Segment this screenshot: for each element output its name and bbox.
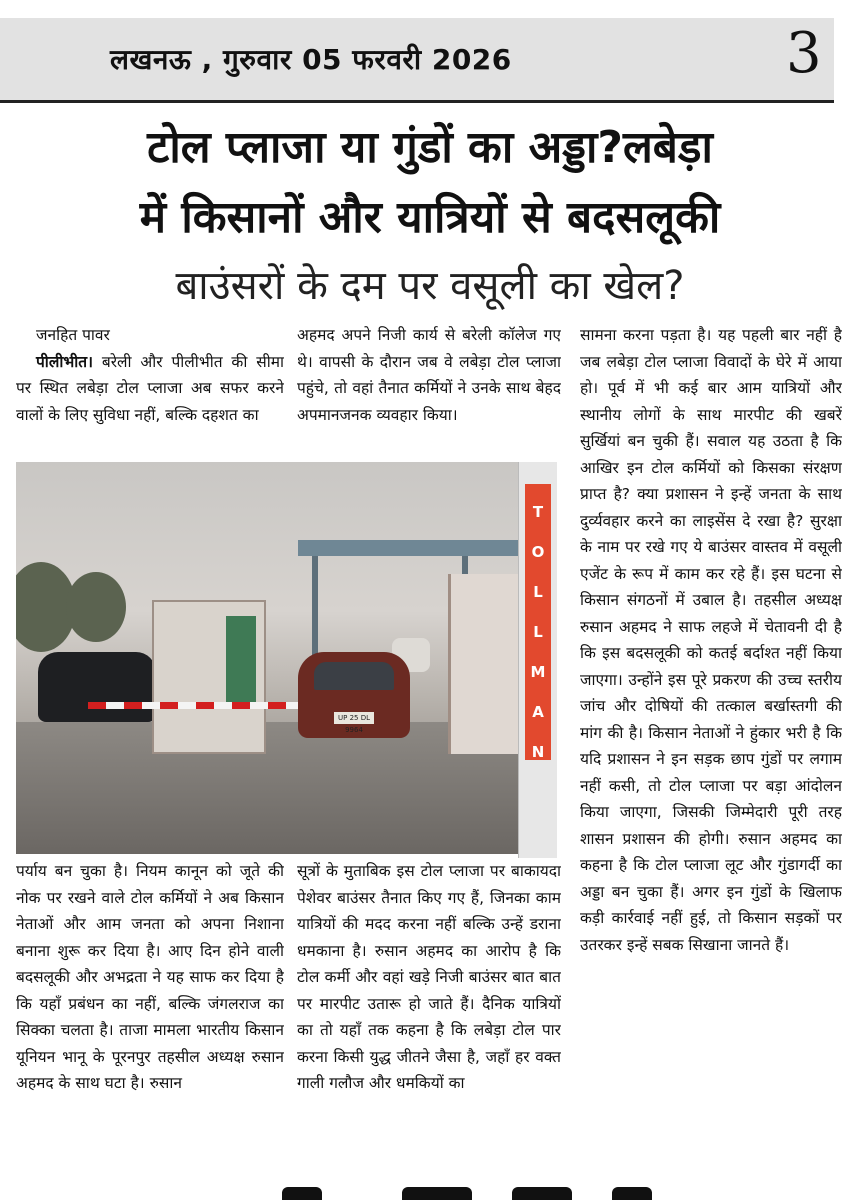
subheadline: बाउंसरों के दम पर वसूली का खेल? <box>175 263 685 309</box>
masthead-date: लखनऊ , गुरुवार 05 फरवरी 2026 <box>110 43 512 76</box>
sign-letter: M <box>530 663 546 681</box>
black-suv <box>38 652 156 722</box>
masthead <box>0 18 834 103</box>
car-windshield <box>314 662 394 690</box>
article-column-1-bottom <box>16 858 284 1188</box>
cutoff-glyph <box>512 1187 572 1200</box>
booth-green-panel <box>226 616 256 706</box>
article-text-col2-bottom: सूत्रों के मुताबिक इस टोल प्लाजा पर बाकायदा पेशेवर बाउंसर तैनात किए गए हैं, जिनका काम यात्रियों की मदद करना नहीं बल्कि उन्हें डराना धमकाना है। रुसान अहमद का आरोप है कि टोल कर्मी और वहां खड़े निजी बाउंसर बात बात पर मारपीट उतारू हो जाते हैं। दैनिक यात्रियों का तो यहाँ तक कहना है कि लबेड़ा टोल पार करना किसी युद्ध जीतने जैसा है, जहाँ हर वक्त गाली गलौज और धमकियों का <box>297 862 561 1092</box>
toll-booth-right <box>448 574 527 754</box>
toll-canopy <box>298 540 538 556</box>
toll-plaza-photo <box>16 462 556 854</box>
tollman-sign-band <box>525 484 551 760</box>
boom-barrier <box>88 702 304 709</box>
number-plate: UP 25 DL 9964 <box>334 712 374 724</box>
sign-letter: N <box>531 743 545 761</box>
article-text-col1-top: बरेली और पीलीभीत की सीमा पर स्थित लबेड़ा टोल प्लाजा अब सफर करने वालों के लिए सुविधा नहीं, बल्कि दहशत का <box>16 352 284 424</box>
red-car <box>298 652 410 738</box>
sign-letter: T <box>532 503 544 521</box>
article-column-3 <box>580 322 842 1188</box>
dateline: पीलीभीत। <box>36 352 93 371</box>
tollman-sign <box>518 462 557 858</box>
headline-line-2: में किसानों और यात्रियों से बदसलूकी <box>139 192 721 243</box>
article-column-2-bottom <box>297 858 561 1188</box>
sign-letter: L <box>533 623 543 641</box>
toll-booth <box>152 600 266 754</box>
page-number: 3 <box>786 21 822 86</box>
article-text-col3: सामना करना पड़ता है। यह पहली बार नहीं है जब लबेड़ा टोल प्लाजा विवादों के घेरे में आया हो। पूर्व में भी कई बार आम यात्रियों और स्थानीय लोगों के साथ मारपीट की खबरें सुर्खियां बन चुकी हैं। सवाल यह उठता है कि आखिर इन टोल कर्मियों को किसका संरक्षण प्राप्त है? क्या प्रशासन ने इन्हें जनता के साथ दुर्व्यवहार करने का लाइसेंस दे रखा है? सुरक्षा के नाम पर रखे गए ये बाउंसर वास्तव में वसूली एजेंट के रूप में काम कर रहे हैं। इस घटना से किसान संगठनों में उबाल है। तहसील अध्यक्ष रुसान अहमद ने साफ लहजे में चेतावनी दी है कि इस बदसलूकी को कतई बर्दाश्त नहीं किया जाएगा। उन्होंने इस पूरे प्रकरण की उच्च स्तरीय जांच और दोषियों की तत्काल बर्खास्तगी की मांग की है। किसान नेताओं ने हुंकार भरी है कि यदि प्रशासन ने इन सड़क छाप गुंडों पर लगाम नहीं कसी, तो टोल प्लाजा पर बड़ा आंदोलन किया जाएगा, जिसकी जिम्मेदारी पूरी तरह शासन प्रशासन की होगी। रुसान अहमद का कहना है कि टोल प्लाजा लूट और गुंडागर्दी का अड्डा बन चुका हैं। अगर इन गुंडों के खिलाफ कड़ी कार्रवाई नहीं हुई, तो किसान सड़कों पर उतरकर इन्हें सबक सिखाना जानते हैं। <box>580 326 842 954</box>
article-column-1-top <box>16 322 284 462</box>
sign-letter: A <box>532 703 544 721</box>
article-column-2-top <box>297 322 561 462</box>
headline-line-1: टोल प्लाजा या गुंडों का अड्डा?लबेड़ा <box>147 122 713 173</box>
sign-letter: L <box>533 583 543 601</box>
canopy-post-left <box>312 556 318 666</box>
cutoff-glyph <box>612 1187 652 1200</box>
next-headline-cutoff <box>282 1183 702 1200</box>
lead-paragraph <box>16 349 284 429</box>
article-text-col1-bottom: पर्याय बन चुका है। नियम कानून को जूते की नोक पर रखने वाले टोल कर्मियों ने अब किसान नेताओं और आम जनता को अपना निशाना बनाना शुरू कर दिया है। आए दिन होने वाली बदसलूकी और अभद्रता ने यह साफ कर दिया है कि यहाँ प्रबंधन का नहीं, बल्कि जंगलराज का सिक्का चलता है। ताजा मामला भारतीय किसान यूनियन भानू के पूरनपुर तहसील अध्यक्ष रुसान अहमद के साथ घटा है। रुसान <box>16 862 284 1092</box>
sign-letter: O <box>531 543 545 561</box>
cutoff-glyph <box>402 1187 472 1200</box>
tree-left-2 <box>66 572 126 642</box>
byline: जनहित पावर <box>36 326 110 344</box>
cutoff-glyph <box>282 1187 322 1200</box>
article-text-col2-top: अहमद अपने निजी कार्य से बरेली कॉलेज गए थे। वापसी के दौरान जब वे लबेड़ा टोल प्लाजा पहुंचे, तो वहां तैनात कर्मियों ने उनके साथ बेहद अपमानजनक व्यवहार किया। <box>297 326 561 424</box>
